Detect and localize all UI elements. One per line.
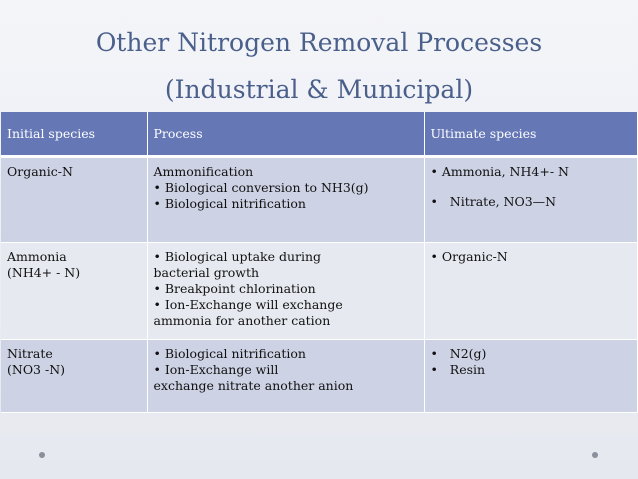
cell-text: • Nitrate, NO3—N: [430, 194, 557, 209]
cell-ultimate: [424, 243, 637, 340]
decorative-dot-left: [39, 452, 45, 458]
slide-subtitle: (Industrial & Municipal): [164, 75, 474, 104]
decorative-dot-right: [592, 452, 598, 458]
cell-text: • Biological nitrification: [153, 196, 306, 211]
cell-text: • Ion-Exchange will: [153, 362, 279, 377]
cell-text: Ammonia: [7, 249, 67, 264]
cell-text: • Biological conversion to NH3(g): [153, 180, 369, 195]
header-initial-species: Initial species: [1, 112, 147, 157]
cell-text: (NH4+ - N): [7, 265, 81, 280]
cell-text: Nitrate: [7, 346, 53, 361]
table-row: [1, 157, 637, 243]
cell-initial: [1, 243, 147, 340]
cell-text: • Biological nitrification: [153, 346, 306, 361]
cell-text: • Biological uptake during: [153, 249, 322, 264]
cell-process: [147, 340, 424, 413]
cell-text: • Organic-N: [430, 249, 508, 264]
header-process: Process: [147, 112, 424, 157]
cell-initial: [1, 157, 147, 243]
cell-text: • N2(g): [430, 346, 487, 361]
cell-text: bacterial growth: [153, 265, 260, 280]
table-row: [1, 243, 637, 340]
cell-ultimate: [424, 340, 637, 413]
cell-text: (NO3 -N): [7, 362, 66, 377]
slide-title: Other Nitrogen Removal Processes: [95, 28, 543, 57]
cell-text: • Ammonia, NH4+- N: [430, 164, 569, 179]
cell-ultimate: [424, 157, 637, 243]
cell-initial: [1, 340, 147, 413]
cell-text: • Breakpoint chlorination: [153, 281, 316, 296]
cell-process: [147, 157, 424, 243]
header-ultimate-species: Ultimate species: [424, 112, 637, 157]
cell-process: [147, 243, 424, 340]
cell-text: Ammonification: [153, 164, 254, 179]
cell-text: • Resin: [430, 362, 486, 377]
cell-text: exchange nitrate another anion: [153, 378, 354, 393]
cell-text: Organic-N: [7, 164, 73, 179]
table-row: [1, 340, 637, 413]
nitrogen-process-table: [1, 112, 638, 413]
cell-text: ammonia for another cation: [153, 313, 331, 328]
table-header-row: [1, 112, 637, 157]
cell-text: • Ion-Exchange will exchange: [153, 297, 343, 312]
